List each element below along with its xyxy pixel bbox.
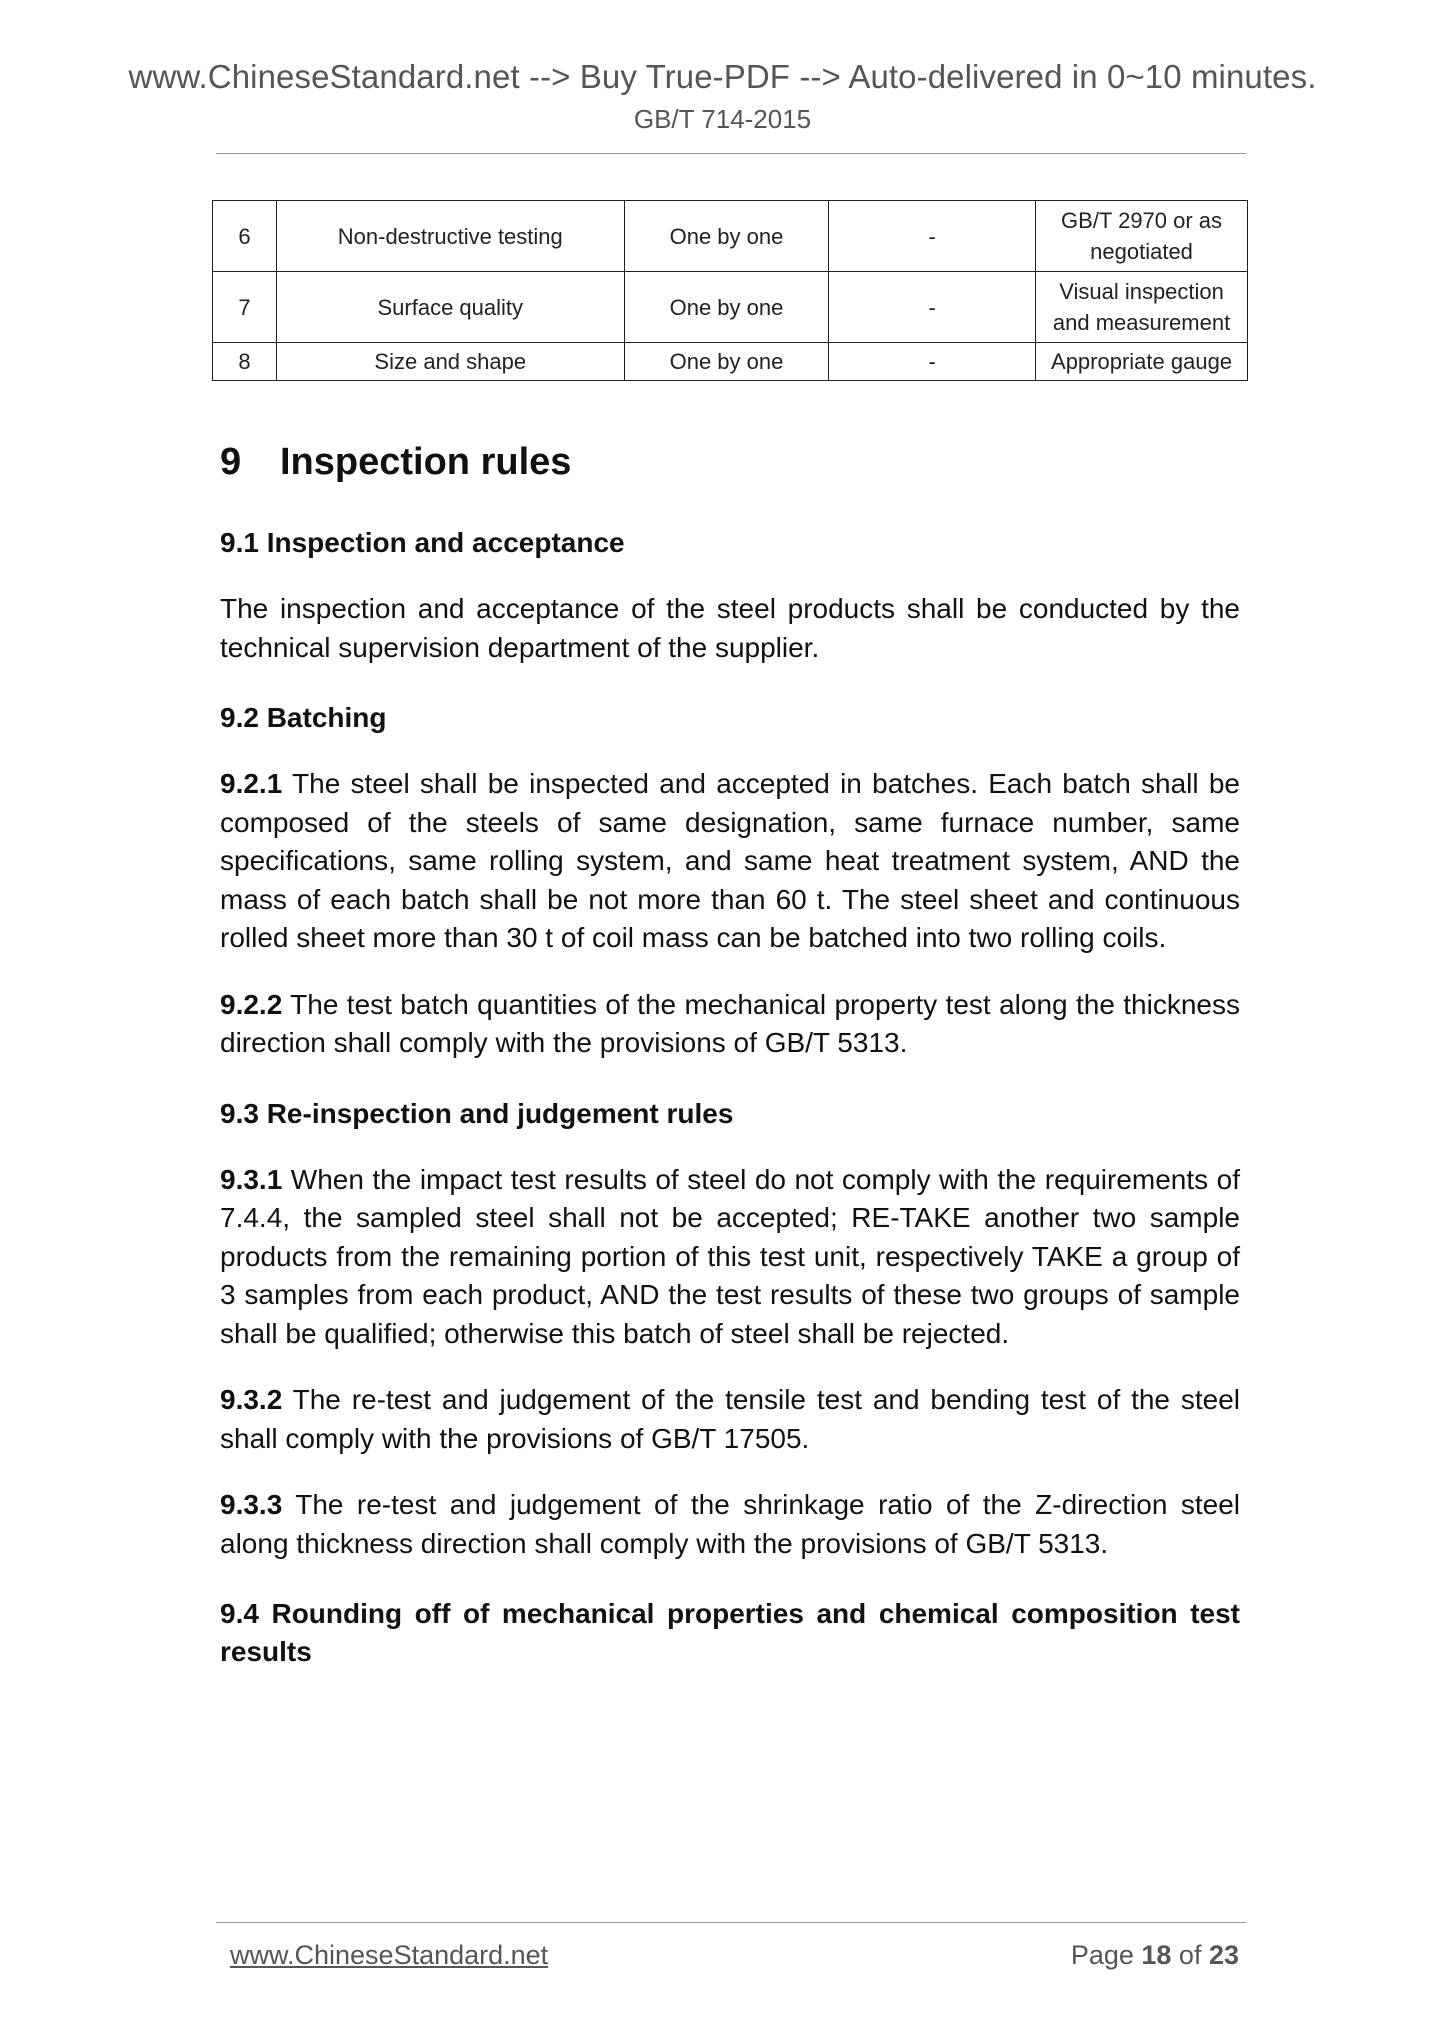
footer-site-link[interactable]: www.ChineseStandard.net	[230, 1940, 549, 1970]
clause-text: The re-test and judgement of the shrinkage ratio of the Z-direction steel along thickness direction shall comply with the provisions of GB/T 5313.	[220, 1489, 1240, 1559]
header-divider	[216, 153, 1246, 154]
clause-number: 9.3.1	[220, 1163, 283, 1195]
row-number: 6	[213, 201, 277, 272]
paragraph-9-2-2	[220, 986, 1240, 1063]
section-heading	[220, 432, 1240, 492]
header-banner: www.ChineseStandard.net --> Buy True-PDF --> Auto-delivered in 0~10 minutes.	[128, 58, 1317, 95]
table-row	[213, 272, 1248, 343]
row-number: 7	[213, 272, 277, 343]
table-row	[213, 343, 1248, 381]
subsection-heading-9-2: 9.2 Batching	[220, 702, 387, 733]
section-title: Inspection rules	[280, 441, 572, 483]
sampling-method: -	[829, 272, 1036, 343]
page-indicator	[1071, 1940, 1239, 1971]
paragraph-9-2-1	[220, 765, 1240, 958]
paragraph-9-1: The inspection and acceptance of the steel products shall be conducted by the technical supervision department of the supplier.	[220, 593, 1240, 663]
clause-number: 9.3.2	[220, 1384, 283, 1415]
clause-text: The re-test and judgement of the tensile test and bending test of the steel shall comply with the provisions of GB/T 17505.	[220, 1384, 1240, 1454]
clause-text: The steel shall be inspected and accepted in batches. Each batch shall be composed of the steels of same designation, same furnace number, same specifications, same rolling system, and same heat treatment system, AND the mass of each batch shall be not more than 60 t. The steel sheet and continuous rolled sheet more than 30 t of coil mass can be batched into two rolling coils.	[220, 768, 1240, 953]
paragraph-9-3-3	[220, 1486, 1240, 1563]
inspection-items-table	[212, 200, 1248, 381]
clause-number: 9.2.2	[220, 988, 283, 1020]
inspection-item: Size and shape	[276, 343, 624, 381]
sampling-method: -	[829, 201, 1036, 272]
main-content	[220, 420, 1240, 1671]
footer-divider	[216, 1922, 1246, 1923]
page-current: 18	[1141, 1940, 1172, 1970]
paragraph-9-3-1	[220, 1161, 1240, 1354]
clause-number: 9.3.3	[220, 1489, 283, 1520]
test-method: GB/T 2970 or as negotiated	[1036, 201, 1248, 272]
subsection-heading-9-4: 9.4 Rounding off of mechanical properties and chemical composition test results	[220, 1598, 1240, 1667]
paragraph-9-3-2	[220, 1381, 1240, 1458]
test-method: Visual inspection and measurement	[1036, 272, 1248, 343]
section-number: 9	[220, 441, 242, 483]
inspection-item: Non-destructive testing	[276, 201, 624, 272]
subsection-heading-9-1: 9.1 Inspection and acceptance	[220, 527, 625, 558]
sampling-method: -	[829, 343, 1036, 381]
clause-number: 9.2.1	[220, 768, 283, 799]
row-number: 8	[213, 343, 277, 381]
table-row	[213, 201, 1248, 272]
of-label: of	[1171, 1940, 1209, 1970]
clause-text: When the impact test results of steel do not comply with the requirements of 7.4.4, the sampled steel shall not be accepted; RE-TAKE another two sample products from the remaining portion of this test unit, respectively TAKE a group of 3 samples from each product, AND the test results of these two groups of sample shall be qualified; otherwise this batch of steel shall be rejected.	[220, 1163, 1240, 1349]
sample-quantity: One by one	[624, 201, 829, 272]
clause-text: The test batch quantities of the mechanical property test along the thickness direction shall comply with the provisions of GB/T 5313.	[220, 988, 1240, 1058]
page-total: 23	[1208, 1940, 1239, 1970]
sample-quantity: One by one	[624, 272, 829, 343]
sample-quantity: One by one	[624, 343, 829, 381]
subsection-heading-9-3: 9.3 Re-inspection and judgement rules	[220, 1097, 734, 1129]
document-id: GB/T 714-2015	[633, 104, 812, 134]
page-label: Page	[1070, 1940, 1142, 1970]
inspection-item: Surface quality	[276, 272, 624, 343]
test-method: Appropriate gauge	[1036, 343, 1248, 381]
